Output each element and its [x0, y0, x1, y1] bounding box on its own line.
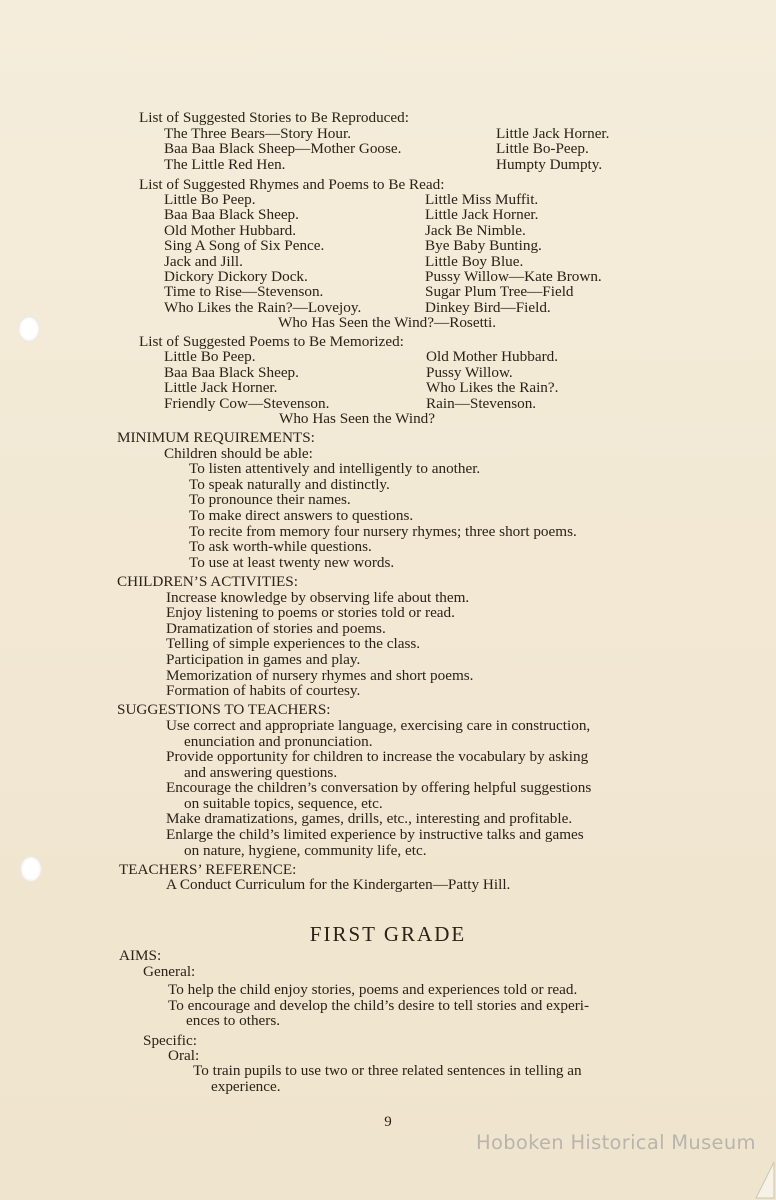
rhymes-left-3: Old Mother Hubbard. — [164, 222, 297, 239]
memorized-right-2: Pussy Willow. — [426, 364, 513, 381]
memorized-left-4: Friendly Cow—Stevenson. — [164, 395, 330, 412]
specific-heading: Specific: — [143, 1032, 197, 1049]
minimum-heading: MINIMUM REQUIREMENTS: — [117, 429, 315, 446]
page-curl-icon — [744, 1160, 776, 1200]
minimum-item-7: To use at least twenty new words. — [189, 554, 395, 571]
rhymes-center: Who Has Seen the Wind?—Rosetti. — [278, 314, 497, 331]
minimum-item-2: To speak naturally and distinctly. — [189, 476, 390, 493]
rhymes-right-3: Jack Be Nimble. — [425, 222, 526, 239]
minimum-item-5: To recite from memory four nursery rhymes; three short poems. — [189, 523, 577, 540]
activities-item-7: Formation of habits of courtesy. — [166, 682, 361, 699]
stories-right-3: Humpty Dumpty. — [496, 156, 603, 173]
general-line-2: To encourage and develop the child’s desire to tell stories and experi- — [168, 997, 590, 1014]
reference-item: A Conduct Curriculum for the Kindergarten—Patty Hill. — [166, 876, 511, 893]
stories-left-2: Baa Baa Black Sheep—Mother Goose. — [164, 140, 402, 157]
suggestions-line-6: on suitable topics, sequence, etc. — [184, 795, 383, 812]
rhymes-right-5: Little Boy Blue. — [425, 253, 524, 270]
stories-right-1: Little Jack Horner. — [496, 125, 610, 142]
rhymes-right-7: Sugar Plum Tree—Field — [425, 283, 574, 300]
memorized-right-4: Rain—Stevenson. — [426, 395, 537, 412]
suggestions-line-9: on nature, hygiene, community life, etc. — [184, 842, 427, 859]
rhymes-left-7: Time to Rise—Stevenson. — [164, 283, 324, 300]
general-line-3: ences to others. — [186, 1012, 281, 1029]
rhymes-right-4: Bye Baby Bunting. — [425, 237, 542, 254]
page-number: 9 — [384, 1114, 392, 1130]
activities-item-3: Dramatization of stories and poems. — [166, 620, 386, 637]
aims-heading: AIMS: — [119, 947, 162, 964]
first-grade-title: FIRST GRADE — [309, 922, 467, 946]
minimum-item-6: To ask worth-while questions. — [189, 538, 372, 555]
reference-heading: TEACHERS’ REFERENCE: — [119, 861, 297, 878]
rhymes-right-2: Little Jack Horner. — [425, 206, 539, 223]
stories-heading: List of Suggested Stories to Be Reproduced: — [139, 109, 409, 126]
suggestions-line-8: Enlarge the child’s limited experience by instructive talks and games — [166, 826, 584, 843]
minimum-intro: Children should be able: — [164, 445, 313, 462]
stories-left-1: The Three Bears—Story Hour. — [164, 125, 351, 142]
oral-line-2: experience. — [211, 1078, 281, 1095]
oral-line-1: To train pupils to use two or three related sentences in telling an — [193, 1062, 582, 1079]
stories-right-2: Little Bo-Peep. — [496, 140, 589, 157]
suggestions-line-3: Provide opportunity for children to increase the vocabulary by asking — [166, 748, 589, 765]
activities-item-5: Participation in games and play. — [166, 651, 361, 668]
rhymes-heading: List of Suggested Rhymes and Poems to Be Read: — [139, 176, 445, 193]
suggestions-line-4: and answering questions. — [184, 764, 338, 781]
memorized-left-1: Little Bo Peep. — [164, 348, 256, 365]
rhymes-left-2: Baa Baa Black Sheep. — [164, 206, 299, 223]
general-line-1: To help the child enjoy stories, poems and experiences told or read. — [168, 981, 578, 998]
suggestions-line-1: Use correct and appropriate language, exercising care in construction, — [166, 717, 591, 734]
rhymes-right-1: Little Miss Muffit. — [425, 191, 539, 208]
memorized-heading: List of Suggested Poems to Be Memorized: — [139, 333, 404, 350]
rhymes-left-8: Who Likes the Rain?—Lovejoy. — [164, 299, 362, 316]
suggestions-line-5: Encourage the children’s conversation by offering helpful suggestions — [166, 779, 592, 796]
rhymes-left-5: Jack and Jill. — [164, 253, 243, 270]
activities-item-1: Increase knowledge by observing life about them. — [166, 589, 470, 606]
oral-heading: Oral: — [168, 1047, 200, 1064]
activities-heading: CHILDREN’S ACTIVITIES: — [117, 573, 298, 590]
rhymes-left-6: Dickory Dickory Dock. — [164, 268, 308, 285]
memorized-left-3: Little Jack Horner. — [164, 379, 278, 396]
suggestions-line-7: Make dramatizations, games, drills, etc., interesting and profitable. — [166, 810, 573, 827]
rhymes-right-8: Dinkey Bird—Field. — [425, 299, 551, 316]
activities-item-6: Memorization of nursery rhymes and short poems. — [166, 667, 474, 684]
memorized-center: Who Has Seen the Wind? — [279, 410, 436, 427]
suggestions-line-2: enunciation and pronunciation. — [184, 733, 373, 750]
museum-watermark: Hoboken Historical Museum — [476, 1131, 756, 1154]
activities-item-4: Telling of simple experiences to the class. — [166, 635, 421, 652]
minimum-item-3: To pronounce their names. — [189, 491, 351, 508]
stories-left-3: The Little Red Hen. — [164, 156, 286, 173]
rhymes-left-4: Sing A Song of Six Pence. — [164, 237, 325, 254]
general-heading: General: — [143, 963, 196, 980]
activities-item-2: Enjoy listening to poems or stories told or read. — [166, 604, 455, 621]
binder-hole-bottom — [20, 856, 42, 882]
memorized-left-2: Baa Baa Black Sheep. — [164, 364, 299, 381]
rhymes-left-1: Little Bo Peep. — [164, 191, 256, 208]
binder-hole-top — [18, 316, 40, 342]
memorized-right-3: Who Likes the Rain?. — [426, 379, 559, 396]
memorized-right-1: Old Mother Hubbard. — [426, 348, 559, 365]
suggestions-heading: SUGGESTIONS TO TEACHERS: — [117, 701, 331, 718]
minimum-item-4: To make direct answers to questions. — [189, 507, 414, 524]
minimum-item-1: To listen attentively and intelligently to another. — [189, 460, 481, 477]
rhymes-right-6: Pussy Willow—Kate Brown. — [425, 268, 602, 285]
